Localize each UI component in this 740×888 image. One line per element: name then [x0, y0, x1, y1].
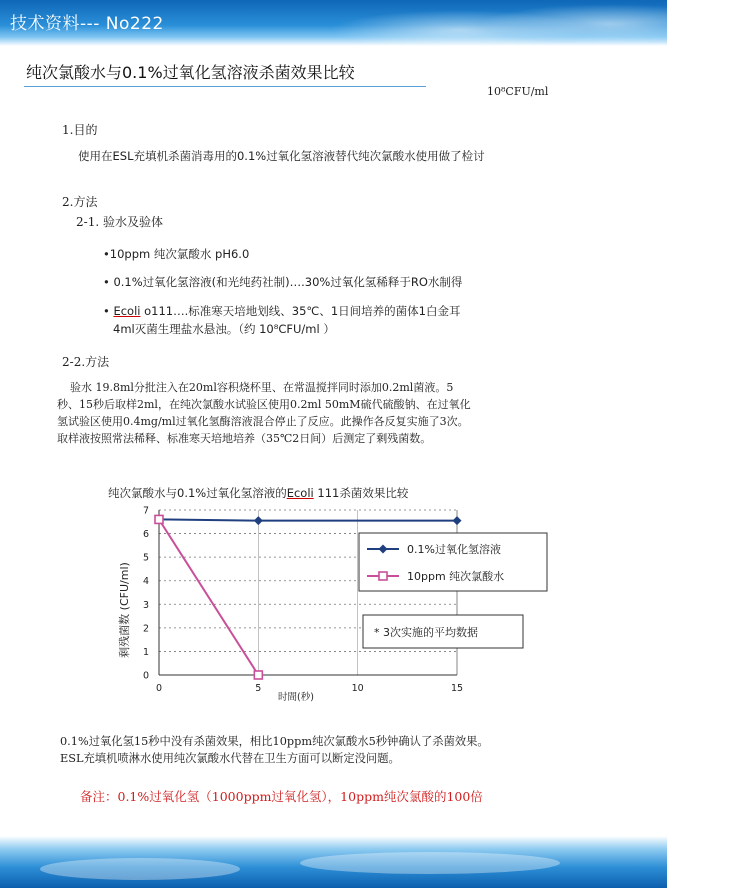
x-tick-label: 10 — [351, 683, 364, 694]
section2-sub1: 2-1. 验水及验体 — [76, 215, 163, 229]
conclusion — [60, 733, 600, 767]
section1-text: 使用在ESL充填机杀菌消毒用的0.1%过氧化氢溶液替代纯次氯酸水使用做了检讨 — [78, 149, 485, 163]
y-tick-label: 4 — [142, 576, 149, 588]
header-banner — [0, 0, 667, 46]
conclusion-line: ESL充填机喷淋水使用纯次氯酸水代替在卫生方面可以断定没问题。 — [60, 752, 400, 765]
series-line — [159, 519, 258, 675]
y-tick-label: 3 — [142, 599, 149, 611]
banner-title: 技术资料--- No222 — [10, 14, 164, 34]
document-title: 纯次氯酸水与0.1%过氧化氢溶液杀菌效果比较 — [26, 63, 355, 82]
bullet3-line2: 4ml灭菌生理盐水悬浊。（约 10⁸CFU/ml ） — [113, 322, 335, 336]
data-point — [254, 671, 262, 679]
y-axis-label: 剩残菌数 (CFU/ml) — [118, 562, 131, 658]
legend-label: 10ppm 纯次氯酸水 — [407, 570, 505, 583]
data-point — [155, 515, 163, 523]
chart-title-prefix: 纯次氯酸水与0.1%过氧化氢溶液的 — [108, 486, 287, 500]
conclusion-line: 0.1%过氧化氢15秒中没有杀菌效果，相比10ppm纯次氯酸水5秒钟确认了杀菌效果。 — [60, 735, 489, 748]
wave-decoration — [300, 852, 560, 874]
method-line: 秒、15秒后取样2ml，在纯次氯酸水试验区使用0.2ml 50mM硫代硫酸钠、在过氧化 — [57, 398, 471, 411]
remark-note: 备注：0.1%过氧化氢（1000ppm过氧化氢），10ppm纯次氯酸的100倍 — [80, 789, 483, 804]
method-line: 氢试验区使用0.4mg/ml过氧化氢酶溶液混合停止了反应。此操作各反复实施了3次。 — [57, 415, 469, 428]
y-tick-label: 2 — [142, 623, 149, 635]
section2-sub2: 2-2.方法 — [62, 355, 110, 369]
y-tick-label: 0 — [142, 670, 149, 682]
bullet-item: •10ppm 纯次氯酸水 pH6.0 — [103, 247, 250, 261]
x-axis-label: 时間(秒) — [278, 692, 314, 703]
ecoli-term: Ecoli — [113, 304, 141, 318]
method-line: 验水 19.8ml分批注入在20ml容积烧杯里、在常温搅拌同时添加0.2ml菌液。5 — [70, 381, 454, 394]
y-tick-label: 7 — [142, 505, 149, 517]
x-tick-label: 5 — [255, 683, 262, 694]
line-chart — [100, 500, 505, 710]
data-point — [254, 516, 263, 525]
legend-label: 0.1%过氧化氢溶液 — [407, 543, 501, 556]
chart-note: * 3次实施的平均数据 — [374, 626, 478, 639]
bullet-item — [103, 303, 460, 319]
bullet3-prefix: • — [103, 304, 114, 318]
footer-banner — [0, 836, 667, 888]
data-point — [453, 516, 462, 525]
chart-title-suffix: 111杀菌效果比较 — [313, 486, 409, 500]
y-tick-label: 6 — [142, 529, 149, 541]
unit-note: 10⁸CFU/ml — [487, 85, 549, 98]
section1-heading: 1.目的 — [62, 123, 98, 137]
chart-title-ecoli: Ecoli — [286, 486, 314, 500]
y-tick-label: 1 — [142, 646, 149, 658]
bullet-item: • 0.1%过氧化氢溶液(和光纯药社制)….30%过氧化氢稀释于RO水制得 — [103, 275, 463, 289]
y-tick-label: 5 — [142, 552, 149, 564]
section2-heading: 2.方法 — [62, 195, 98, 209]
series-line — [159, 519, 457, 520]
bullet3-rest: o111….标准寒天培地划线、35℃、1日间培养的菌体1白金耳 — [140, 304, 461, 318]
title-underline — [24, 86, 426, 87]
chart-title — [108, 485, 408, 501]
legend-marker — [379, 572, 387, 580]
x-tick-label: 15 — [450, 683, 464, 694]
method-line: 取样液按照常法稀释、标准寒天培地培养（35℃2日间）后测定了剩残菌数。 — [57, 432, 432, 445]
method-paragraph-cont — [57, 396, 597, 447]
wave-decoration — [40, 858, 240, 880]
wave-decoration — [480, 4, 740, 44]
x-tick-label: 0 — [155, 683, 163, 694]
method-paragraph — [70, 379, 610, 396]
